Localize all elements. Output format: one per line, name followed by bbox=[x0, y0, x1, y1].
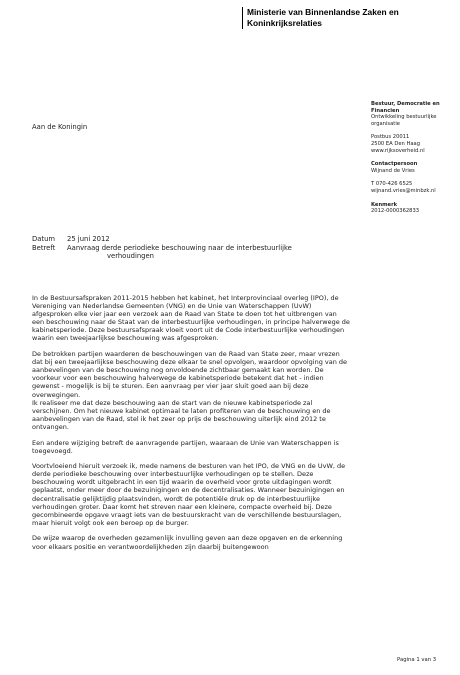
datum-value: 25 juni 2012 bbox=[67, 235, 110, 243]
kenmerk-label: Kenmerk bbox=[371, 201, 398, 208]
sender-sidebar bbox=[371, 101, 459, 215]
recipient: Aan de Koningin bbox=[32, 123, 88, 131]
ministry-header bbox=[242, 7, 460, 29]
letter-body bbox=[32, 294, 350, 558]
paragraph-2b: Ik realiseer me dat deze beschouwing aan de start van de nieuwe kabinetsperiode zal verschijnen. Om het nieuwe kabinet optimaal te laten profiteren van de beschouwing en de aanbevelingen van de Raad, stel ik het zeer op prijs de beschouwing uiterlijk eind 2012 te ontvangen. bbox=[32, 398, 331, 431]
postbus: Postbus 20011 bbox=[371, 134, 410, 141]
betreft-value bbox=[67, 244, 352, 261]
postcode: 2500 EA Den Haag bbox=[371, 140, 421, 147]
datum-label: Datum bbox=[32, 235, 55, 243]
paragraph-1: In de Bestuursafspraken 2011-2015 hebben het kabinet, het Interprovinciaal overleg (IPO), de Vereniging van Nederlandse Gemeenten (VNG) en de Unie van Waterschappen (UvW) afgesproken elke vier jaar een verzoek aan de Raad van State te doen tot het uitbrengen van een beschouwing naar de Staat van de interbestuurlijke verhoudingen, in principe halverwege de kabinetsperiode. Deze bestuursafspraak vloeit voort uit de Code interbestuurlijke verhoudingen waarin een tweejaarlijkse beschouwing was afgesproken. bbox=[32, 294, 350, 343]
betreft-row bbox=[32, 244, 352, 261]
betreft-line1: Aanvraag derde periodieke beschouwing naar de interbestuurlijke bbox=[67, 243, 292, 252]
directorate-line1: Bestuur, Democratie en bbox=[371, 101, 440, 107]
email: wijnand.vries@minbzk.nl bbox=[371, 187, 436, 194]
department-line2: organisatie bbox=[371, 120, 400, 127]
contact-name: Wijnand de Vries bbox=[371, 167, 415, 174]
betreft-label: Betreft bbox=[32, 243, 56, 252]
contact-label: Contactpersoon bbox=[371, 161, 418, 168]
website: www.rijksoverheid.nl bbox=[371, 147, 425, 154]
paragraph-5: De wijze waarop de overheden gezamenlijk invulling geven aan deze opgaven en de erkenning voor elkaars positie en verantwoordelijkheden zijn daarbij buitengewoon bbox=[32, 534, 343, 551]
paragraph-4: Voortvloeiend hieruit verzoek ik, mede namens de besturen van het IPO, de VNG en de UvW, de derde periodieke beschouwing over interbestuurlijke verhoudingen op te stellen. Deze beschouwing wordt uitgebracht in een tijd waarin de overheid voor grote uitdagingen wordt geplaatst, onder meer door de bezuinigingen en de decentralisaties. Wanneer bezuinigingen en decentralisatie gelijktijdig plaatsvinden, wordt de potentiële druk op de interbestuurlijke verhoudingen groter. Daar komt het streven naar een kleinere, compacte overheid bij. Deze gecombineerde opgave vraagt iets van de bestuurskracht van de verschillende bestuurslagen, maar hieruit volgt ook een beroep op de burger. bbox=[32, 462, 346, 527]
betreft-line2: verhoudingen bbox=[107, 252, 154, 261]
paragraph-2: De betrokken partijen waarderen de beschouwingen van de Raad van State zeer, maar vrezen dat bij een tweejaarlijkse beschouwing deze elkaar te snel opvolgen, waardoor opvolging van de aanbevelingen van de beschouwing nog onvoldoende zichtbaar gemaakt kan worden. De voorkeur voor een beschouwing halverwege de kabinetsperiode betekent dat het - indien gewenst - mogelijk is bij te sturen. Een aanvraag per vier jaar sluit goed aan bij deze overwegingen. bbox=[32, 350, 348, 399]
datum-row bbox=[32, 235, 352, 244]
ministry-name-line2: Koninkrijksrelaties bbox=[247, 18, 322, 28]
directorate-line2: Financien bbox=[371, 107, 400, 114]
page-number: Pagina 1 van 3 bbox=[397, 657, 437, 663]
ministry-name-line1: Ministerie van Binnenlandse Zaken en bbox=[247, 7, 399, 17]
kenmerk-value: 2012-0000362833 bbox=[371, 208, 420, 215]
letter-meta bbox=[32, 235, 352, 261]
phone: T 070-426 6525 bbox=[371, 181, 413, 188]
paragraph-3: Een andere wijziging betreft de aanvragende partijen, waaraan de Unie van Waterschappen is toegevoegd. bbox=[32, 438, 339, 455]
department-line1: Ontwikkeling bestuurlijke bbox=[371, 114, 437, 121]
